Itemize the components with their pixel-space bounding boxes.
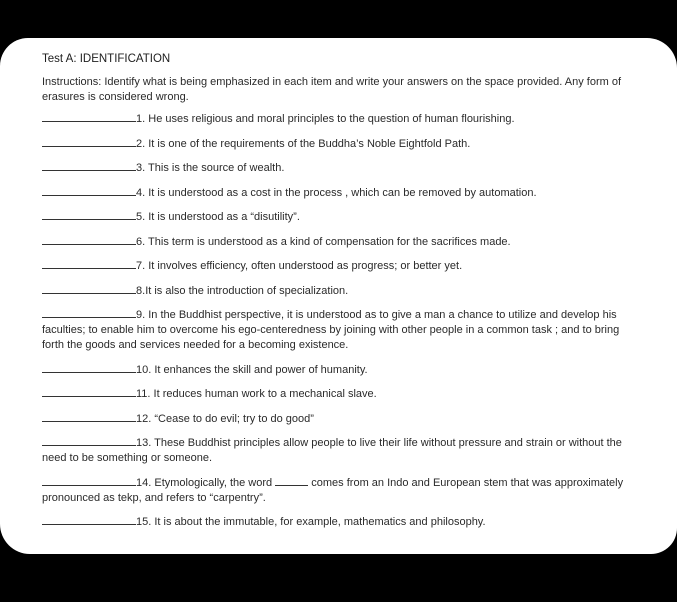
question-number: 6. [136,235,146,248]
question-text: “Cease to do evil; try to do good” [154,412,314,425]
question-item-8 [42,284,642,299]
question-number: 8. [136,284,146,297]
question-text: It enhances the skill and power of humanity. [154,363,368,376]
worksheet-page [0,38,677,554]
worksheet-content [42,52,642,540]
question-number: 9. [136,309,146,321]
question-item-6 [42,235,642,250]
question-text: This term is understood as a kind of compensation for the sacrifices made. [148,235,511,248]
test-title: Test A: IDENTIFICATION [42,53,171,65]
question-number: 5. [136,211,146,223]
question-number: 15. [136,516,152,528]
answer-blank-9[interactable] [42,308,136,318]
answer-blank-10[interactable] [42,363,136,373]
answer-blank-12[interactable] [42,412,136,422]
question-text-before: Etymologically, the word [154,476,273,489]
question-number: 10. [136,363,152,376]
answer-blank-5[interactable] [42,210,136,220]
question-text: He uses religious and moral principles to the question of human flourishing. [148,113,515,125]
question-text: It is one of the requirements of the Buddha’s Noble Eightfold Path. [148,137,471,150]
question-item-13 [42,436,642,466]
question-number: 12. [136,412,152,425]
question-number: 3. [136,162,146,174]
answer-blank-8[interactable] [42,284,136,294]
question-item-10 [42,363,642,378]
question-item-12 [42,412,642,427]
question-text: This is the source of wealth. [148,162,285,174]
question-item-1 [42,112,642,127]
question-number: 13. [136,437,152,449]
answer-blank-1[interactable] [42,112,136,122]
question-item-5 [42,210,642,225]
question-number: 1. [136,113,146,125]
question-text: It reduces human work to a mechanical slave. [153,388,377,400]
question-text: It is understood as a “disutility”. [148,211,300,223]
inline-blank[interactable] [275,476,308,486]
question-text: It involves efficiency, often understood as progress; or better yet. [148,260,463,272]
answer-blank-4[interactable] [42,186,136,196]
question-number: 4. [136,186,146,199]
answer-blank-15[interactable] [42,515,136,525]
answer-blank-7[interactable] [42,259,136,269]
question-item-9 [42,308,642,353]
answer-blank-3[interactable] [42,161,136,171]
answer-blank-2[interactable] [42,137,136,147]
question-text: It is about the immutable, for example, mathematics and philosophy. [154,516,486,528]
answer-blank-11[interactable] [42,387,136,397]
question-item-14 [42,476,642,506]
question-text: It is understood as a cost in the process , which can be removed by automation. [148,186,537,199]
question-item-2 [42,137,642,152]
question-number: 11. [136,388,151,400]
question-text: These Buddhist principles allow people to live their life without pressure and strain or without the need to be something or someone. [42,437,622,464]
question-text: It is also the introduction of specialization. [145,284,349,297]
question-number: 7. [136,260,146,272]
answer-blank-6[interactable] [42,235,136,245]
instructions: Instructions: Identify what is being emphasized in each item and write your answers on the space provided. Any form of erasures is considered wrong. [42,76,622,103]
question-text-after: comes from an Indo and European stem that was approximately pronounced as tekp, and refers to “carpentry”. [42,476,624,504]
question-number: 2. [136,137,146,150]
question-item-15 [42,515,642,530]
answer-blank-14[interactable] [42,476,136,486]
answer-blank-13[interactable] [42,436,136,446]
question-text: In the Buddhist perspective, it is understood as to give a man a chance to utilize and develop his faculties; to enable him to overcome his ego-centeredness by joining with other people in a common task ; and to bring forth the goods and services needed for a becoming existence. [42,309,620,351]
question-item-11 [42,387,642,402]
question-item-3 [42,161,642,176]
question-number: 14. [136,476,152,489]
question-item-7 [42,259,642,274]
question-item-4 [42,186,642,201]
